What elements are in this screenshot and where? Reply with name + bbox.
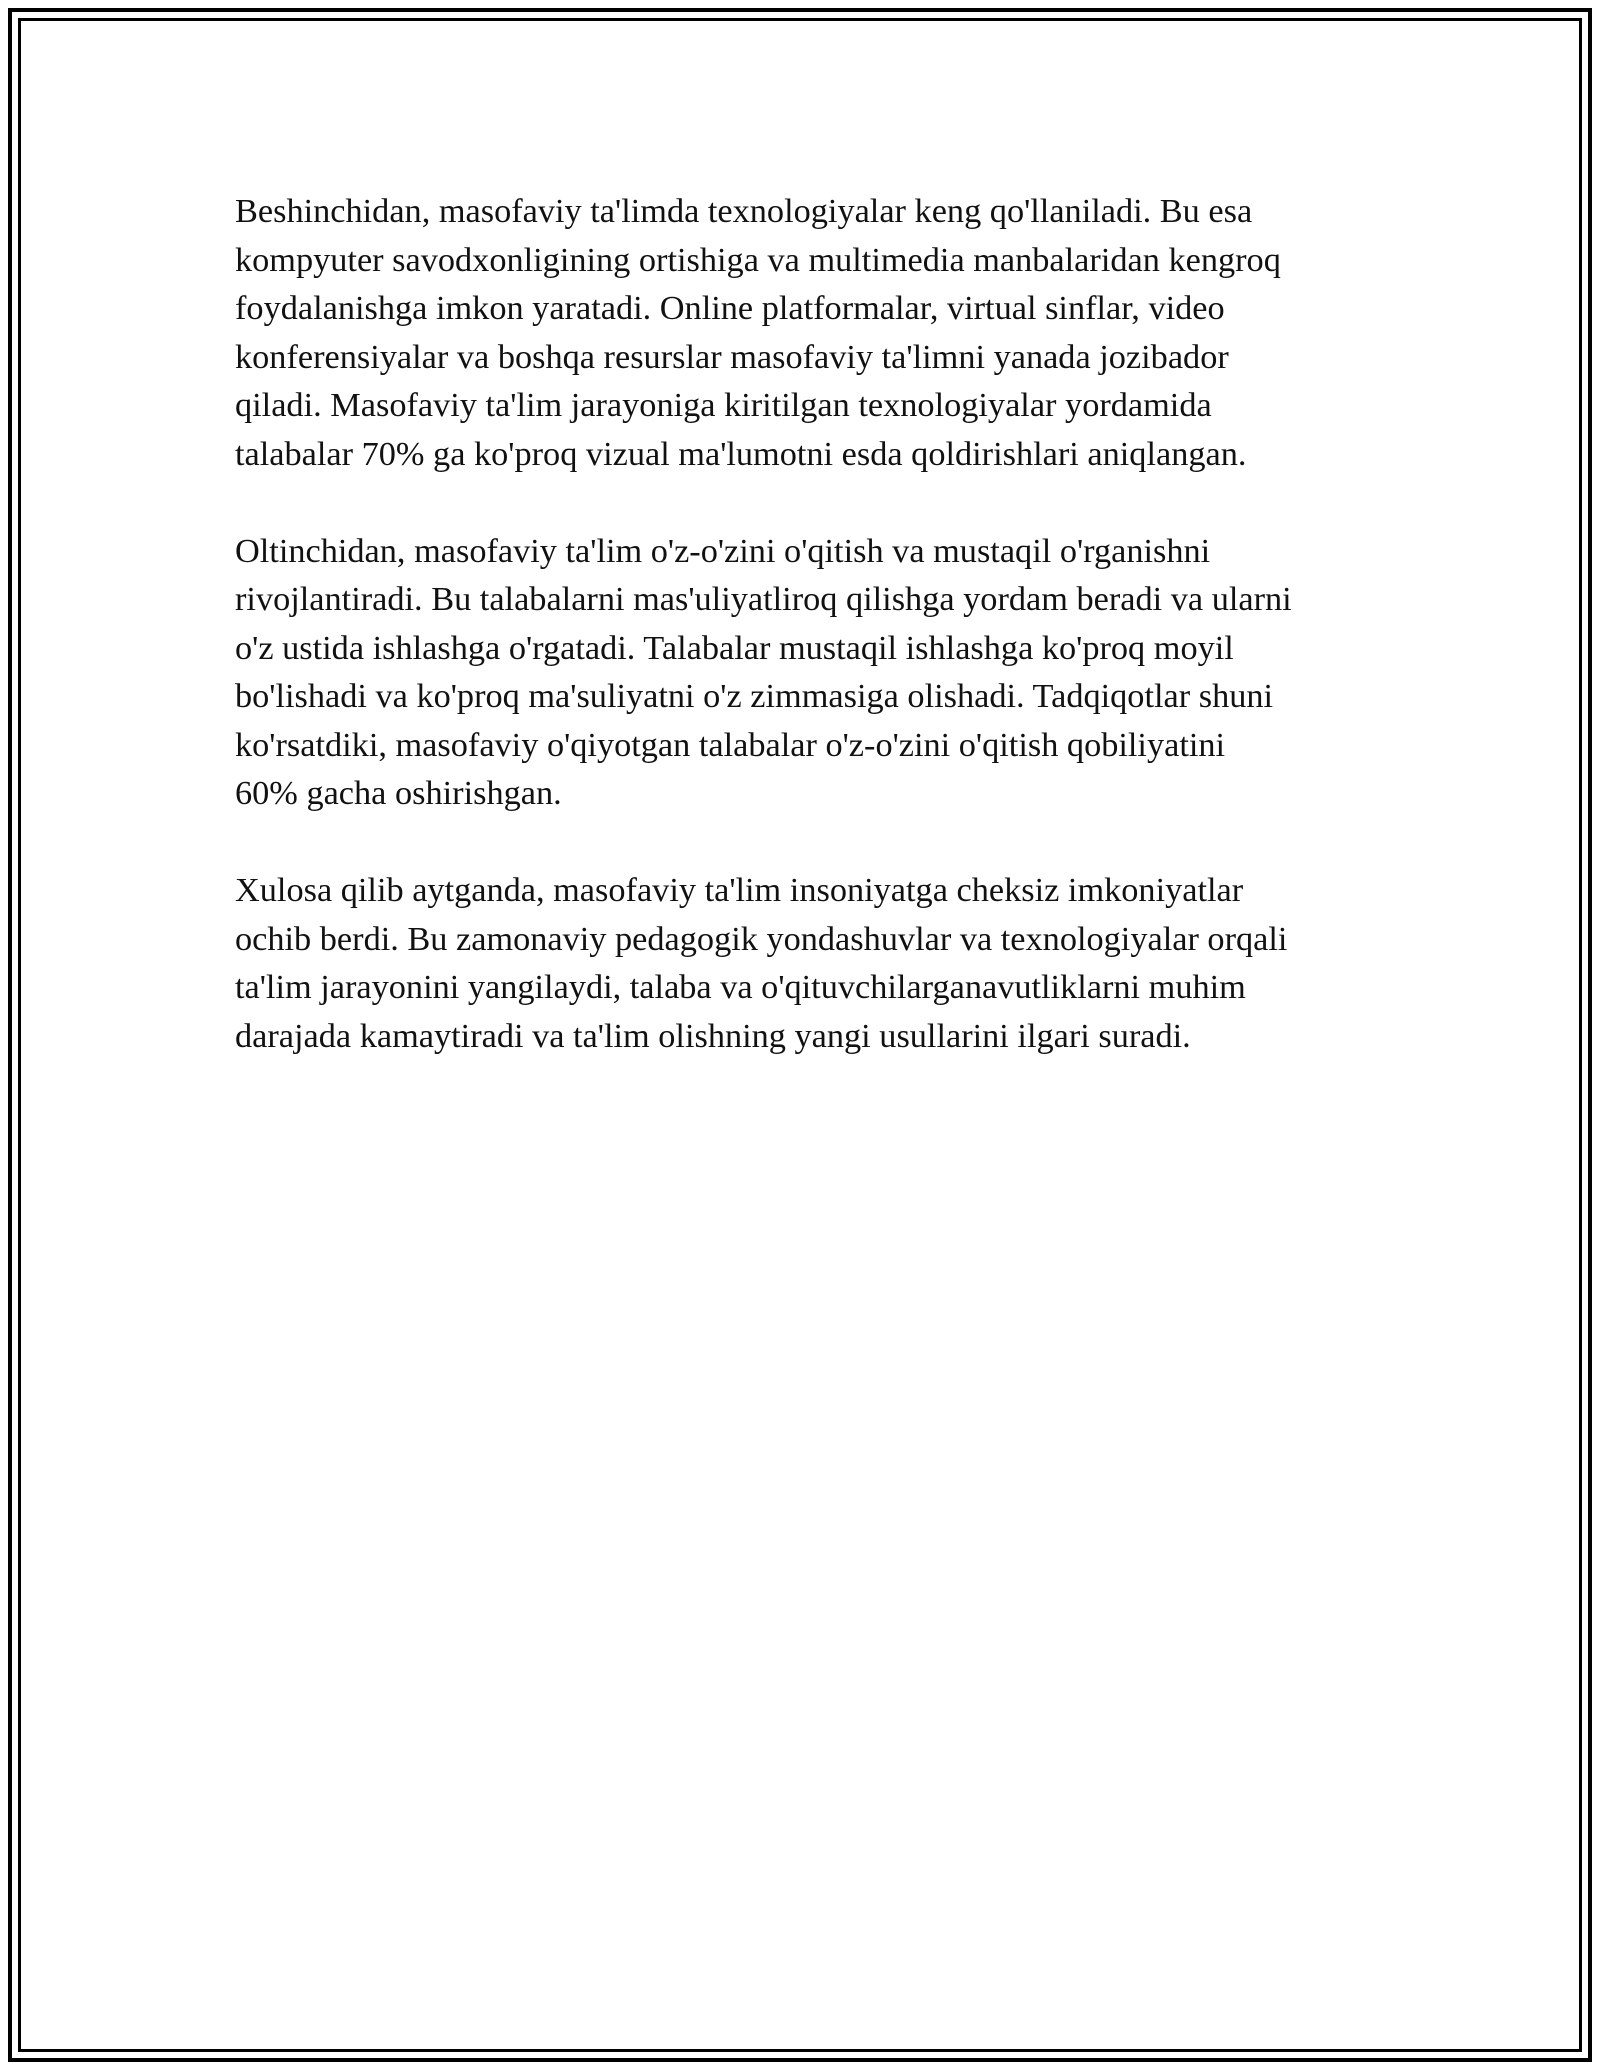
text-line: rivojlantiradi. Bu talabalarni mas'uliyatliroq qilishga yordam beradi va ularni bbox=[235, 580, 1292, 618]
text-line: ko'rsatdiki, masofaviy o'qiyotgan talabalar o'z-o'zini o'qitish qobiliyatini bbox=[235, 725, 1226, 764]
text-line: talabalar 70% ga ko'proq vizual ma'lumotni esda qoldirishlari aniqlangan. bbox=[235, 434, 1247, 473]
text-line: kompyuter savodxonligining ortishiga va multimedia manbalaridan kengroq bbox=[235, 240, 1281, 279]
document-body bbox=[235, 187, 1375, 1109]
text-line: darajada kamaytiradi va ta'lim olishning yangi usullarini ilgari suradi. bbox=[235, 1016, 1191, 1055]
text-line: foydalanishga imkon yaratadi. Online platformalar, virtual sinflar, video bbox=[235, 289, 1225, 327]
text-line: Xulosa qilib aytganda, masofaviy ta'lim insoniyatga cheksiz imkoniyatlar bbox=[235, 871, 1244, 909]
text-line: 60% gacha oshirishgan. bbox=[235, 774, 562, 812]
text-line: Beshinchidan, masofaviy ta'limda texnologiyalar keng qo'llaniladi. Bu esa bbox=[235, 192, 1253, 230]
text-line: bo'lishadi va ko'proq ma'suliyatni o'z zimmasiga olishadi. Tadqiqotlar shuni bbox=[235, 677, 1274, 715]
text-line: konferensiyalar va boshqa resurslar masofaviy ta'limni yanada jozibador bbox=[235, 337, 1229, 376]
text-line: o'z ustida ishlashga o'rgatadi. Talabalar mustaqil ishlashga ko'proq moyil bbox=[235, 628, 1234, 667]
text-line: ta'lim jarayonini yangilaydi, talaba va o'qituvchilarganavutliklarni muhim bbox=[235, 968, 1246, 1006]
paragraph-sixth-point bbox=[235, 527, 1375, 818]
paragraph-fifth-point bbox=[235, 187, 1375, 478]
text-line: qiladi. Masofaviy ta'lim jarayoniga kiritilgan texnologiyalar yordamida bbox=[235, 386, 1212, 424]
paragraph-conclusion bbox=[235, 866, 1375, 1060]
text-line: Oltinchidan, masofaviy ta'lim o'z-o'zini o'qitish va mustaqil o'rganishni bbox=[235, 531, 1211, 570]
text-line: ochib berdi. Bu zamonaviy pedagogik yondashuvlar va texnologiyalar orqali bbox=[235, 919, 1288, 958]
